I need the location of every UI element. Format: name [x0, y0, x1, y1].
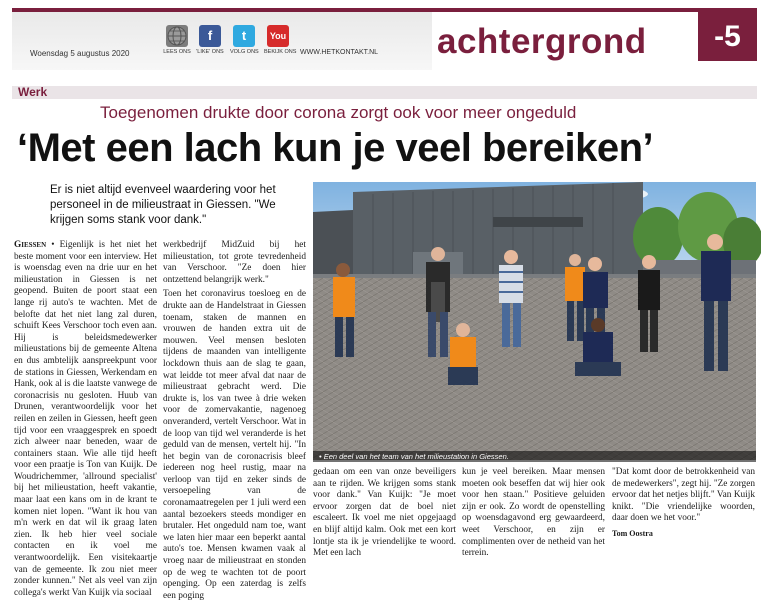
website-link[interactable]: WWW.HETKONTAKT.NL: [300, 49, 379, 56]
social-label: LEES ONS: [163, 49, 191, 55]
byline: Tom Oostra: [612, 528, 653, 538]
dateline: Giessen: [14, 240, 47, 250]
paragraph: Toen het coronavirus toesloeg en de drukte aan de Handelstraat in Giessen toenam, staken de mannen en vrouwen de handen extra uit de mouwen. Veel mensen besloten tijdens de maanden van intelligente lockdown thuis aan de slag te gaan, wat leidde tot meer afval dat naar de milieustraat gebracht werd. Die drukte is, los van twee à drie weken voor de zomervakantie, nagenoeg onveranderd, vertelt Verschoor. Wat in de loop van tijd wel veranderde is het geduld van de mensen, vertelt hij. "In het begin van de coronacrisis bleef iedereen nog heel rustig, maar na verloop van tijd en zeker sinds de versoepeling van de coronamaatregelen per 1 juli werd een aantal bezoekers steeds mondiger en brutaler. Het ongeduld nam toe, want we laten hier maar een beperkt aantal auto's toe. Mensen kwamen vaak al vroeg naar de milieustraat en stonden op de weg te wachten tot de poort openging. Op een zaterdag is zelfs een poging: [163, 289, 306, 601]
subheadline: Toegenomen drukte door corona zorgt ook voor meer ongeduld: [100, 103, 577, 122]
kicker: Werk: [18, 85, 48, 99]
paragraph: kun je veel bereiken. Maar mensen moeten ook beseffen dat wij hier ook voor hen staan." Positieve geluiden zijn er ook. Zo wordt de openstelling op woensdagavond erg gewaardeerd, weet Verschoor, en zijn er complimenten over de netheid van het terrein.: [462, 467, 605, 559]
intro-text: Er is niet altijd evenveel waardering voor het personeel in de milieustraat in Giessen. "We krijgen soms stank voor dank.": [50, 184, 276, 226]
paragraph: werkbedrijf MidZuid bij het milieustation, tot grote tevredenheid van Verschoor. "Ze doen hier ontzettend belangrijk werk.": [163, 240, 306, 285]
photo-illustration: [313, 182, 756, 460]
article-column-3: [313, 467, 456, 559]
youtube-icon: You: [267, 25, 289, 47]
paragraph: • Eigenlijk is het niet het beste moment voor een interview. Het is woensdag even na drie uur en het milieustation in Giessen is net geopend. Buiten de poort staat een lange rij auto's te wachten. Met de belofte dat het niet lang zal duren, schuift Kees Verschoor toch even aan. Hij is beleidsmedewerker milieustations bij de gemeente Altena en dus ambtelijk aanspreekpunt voor de stations in Giessen, Werkendam en Hank, ook al is die laatste vanwege de coronacrisis nu gesloten. Huub van Drunen, verantwoordelijk voor het reilen en zeilen in Giessen, heeft geen tijd voor een vraaggesprek en spoedt zich alweer naar beneden, waar de containers staan. Wie alle tijd heeft voor een praatje is Ton van Kuijk. De Woudrichemmer, 'allround specialist' bij het milieustation, heeft vakantie, maar laat een kans om in de krant te komen niet lopen. "Want ik hou van m'n werk en dat wil ik graag laten zien. Ik heb hier veel sociale contacten en ik voel me verantwoordelijk. Een visitekaartje van de gemeente. Ik zou niet meer zonder kunnen." Net als veel van zijn collega's werkt Van Kuijk via sociaal: [14, 240, 157, 598]
social-label: VOLG ONS: [230, 49, 259, 55]
social-youtube[interactable]: [264, 25, 297, 55]
paragraph: "Dat komt door de betrokkenheid van de medewerkers", zegt hij. "Ze zorgen ervoor dat het netjes blijft." Van Kuijk knikt. "Die vriendelijke woorden, daar doen we het voor.": [612, 467, 755, 524]
social-twitter[interactable]: [230, 25, 258, 55]
facebook-icon: f: [199, 25, 221, 47]
section-title: achtergrond: [437, 22, 647, 61]
photo-caption: • Een deel van het team van het milieustation in Giessen.: [313, 451, 756, 462]
issue-date: Woensdag 5 augustus 2020: [30, 49, 130, 58]
paragraph: gedaan om een van onze beveiligers aan te rijden. We krijgen soms stank voor dank." Van Kuijk: "Je moet ervoor zorgen dat de boel niet escaleert. Ik voel me niet opgejaagd en blijf altijd kalm. Ook met een kort lontje sta ik je vriendelijke te woord. Met een lach: [313, 467, 456, 559]
social-globe[interactable]: [163, 25, 191, 55]
page-number: -5: [698, 12, 757, 61]
twitter-icon: t: [233, 25, 255, 47]
article-column-4: [462, 467, 605, 559]
social-facebook[interactable]: [196, 25, 224, 55]
team-photo: [313, 182, 756, 460]
social-label: BEKIJK ONS: [264, 49, 297, 55]
headline: ‘Met een lach kun je veel bereiken’: [17, 126, 654, 170]
article-column-5: [612, 467, 755, 540]
social-label: 'LIKE' ONS: [196, 49, 224, 55]
article-column-1: [14, 240, 157, 598]
globe-icon: [166, 25, 188, 47]
article-column-2: [163, 240, 306, 601]
kicker-band: [12, 86, 757, 99]
